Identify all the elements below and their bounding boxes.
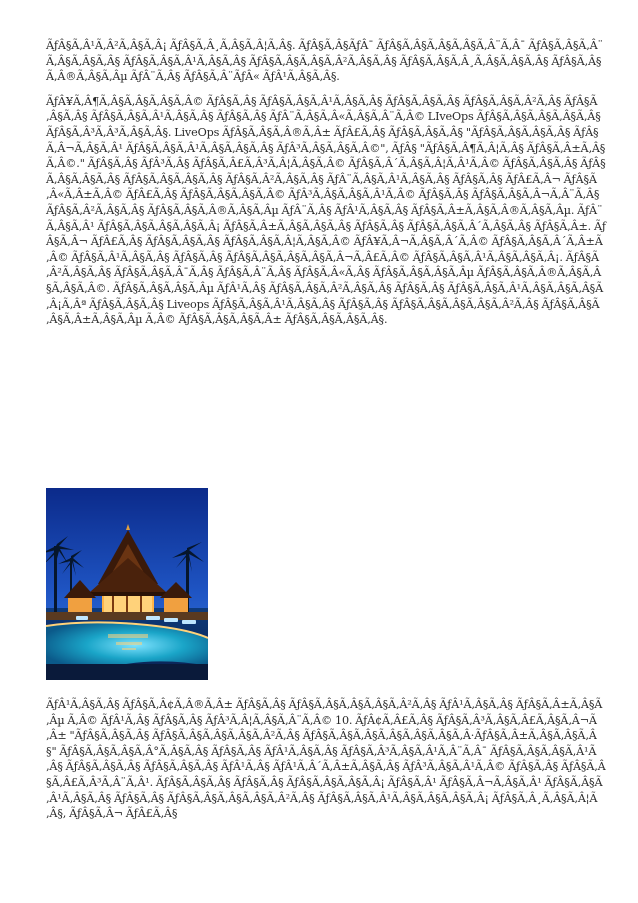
paragraph-1: ÃƒÂ§Ã‚Â¹Ã‚Â²Ã‚Â§Ã‚Â¡ ÃƒÂ§Ã‚Â¸Ã‚Â§Ã‚Â¦Ã‚Â§. ÃƒÂ§Ã‚Â§ÃƒÂ¯ ÃƒÂ§Ã‚Â§Ã‚Â§Ã‚Â§Ã‚Â¨Ã‚Â¯ ÃƒÂ§Ã‚Â§Ã‚Â¨Ã‚Â§Ã‚Â§Ã‚Â§ ÃƒÂ§Ã‚Â§Ã‚Â¹Ã‚Â§Ã‚Â§ ÃƒÂ§Ã‚Â§Ã‚Â§Ã‚Â²Ã‚Â§Ã‚Â§ ÃƒÂ§Ã‚Â§Ã‚Â¸Ã‚Â§Ã‚Â§Ã‚Â§ ÃƒÂ§Ã‚Â§Ã‚Â®Ã‚Â§Ã‚Âµ ÃƒÂ¨Ã‚Â§ ÃƒÂ§Ã‚Â¨ÃƒÂ« ÃƒÂ¹Ã‚Â§Ã‚Â§.: [46, 39, 603, 84]
resort-pool-illustration: [46, 488, 208, 680]
paragraph-3: ÃƒÂ¹Ã‚Â§Ã‚Â§ ÃƒÂ§Ã‚Â¢Ã‚Â®Ã‚Â± ÃƒÂ§Ã‚Â§ ÃƒÂ§Ã‚Â§Ã‚Â§Ã‚Â§Ã‚Â²Ã‚Â§ ÃƒÂ¹Ã‚Â§Ã‚Â§ ÃƒÂ§Ã‚Â±Ã‚Â§Ã‚Âµ Ã‚Â© ÃƒÂ¹Ã‚Â§ ÃƒÂ§Ã‚Â§ ÃƒÂ³Ã‚Â¦Ã‚Â§Ã‚Â¨Ã‚Â© 10. ÃƒÂ¢Ã‚Â£Ã‚Â§ ÃƒÂ§Ã‚Â³Ã‚Â§Ã‚Â£Ã‚Â§Ã‚Â¬Ã‚Â± "ÃƒÂ§Ã‚Â§Ã‚Â§ ÃƒÂ§Ã‚Â§Ã‚Â§Ã‚Â§Ã‚Â²Ã‚Â§ ÃƒÂ§Ã‚Â§Ã‚Â§Ã‚Â§Ã‚Â§Ã‚Â§Ã‚Â·ÃƒÂ§Ã‚Â±Ã‚Â§Ã‚Â§Ã‚Â§" ÃƒÂ§Ã‚Â§Ã‚Â§Ã‚Â°Ã‚Â§Ã‚Â§ ÃƒÂ§Ã‚Â§ ÃƒÂ¹Ã‚Â§Ã‚Â§ ÃƒÂ§Ã‚Â³Ã‚Â§Ã‚Â¹Ã‚Â¨Ã‚Â¯ ÃƒÂ§Ã‚Â§Ã‚Â§Ã‚Â¹Ã‚Â§ ÃƒÂ§Ã‚Â§Ã‚Â§ ÃƒÂ§Ã‚Â§Ã‚Â§ ÃƒÂ¹Ã‚Â§ ÃƒÂ¹Ã‚Â´Ã‚Â±Ã‚Â§Ã‚Â§ ÃƒÂ³Ã‚Â§Ã‚Â¹Ã‚Â© ÃƒÂ§Ã‚Â§ ÃƒÂ§Ã‚Â§Ã‚Â£Ã‚Â³Ã‚Â¨Ã‚Â¹. ÃƒÂ§Ã‚Â§Ã‚Â§ ÃƒÂ§Ã‚Â§ ÃƒÂ§Ã‚Â§Ã‚Â§Ã‚Â¡ ÃƒÂ§Ã‚Â¹ ÃƒÂ§Ã‚Â¬Ã‚Â§Ã‚Â¹ ÃƒÂ§Ã‚Â§Ã‚Â¹Ã‚Â§Ã‚Â§ ÃƒÂ§Ã‚Â§ ÃƒÂ§Ã‚Â§Ã‚Â§Ã‚Â§Ã‚Â²Ã‚Â§ ÃƒÂ§Ã‚Â§Ã‚Â¹Ã‚Â§Ã‚Â§Ã‚Â§Ã‚Â¡ ÃƒÂ§Ã‚Â¸Ã‚Â§Ã‚Â¦Ã‚Â§, ÃƒÂ§Ã‚Â¬ ÃƒÂ£Ã‚Â§: [46, 698, 606, 821]
resort-photo: [46, 488, 208, 680]
document-body: [46, 38, 606, 337]
document-body-continued: [46, 697, 606, 822]
paragraph-2: ÃƒÂ¥Ã‚Â¶Ã‚Â§Ã‚Â§Ã‚Â§Ã‚Â© ÃƒÂ§Ã‚Â§ ÃƒÂ§Ã‚Â§Ã‚Â¹Ã‚Â§Ã‚Â§ ÃƒÂ§Ã‚Â§Ã‚Â§ ÃƒÂ§Ã‚Â§Ã‚Â²Ã‚Â§ ÃƒÂ§Ã‚Â§Ã‚Â§ ÃƒÂ§Ã‚Â§Ã‚Â¹Ã‚Â§Ã‚Â§ ÃƒÂ§Ã‚Â§ ÃƒÂ¨Ã‚Â§Ã‚Â«Ã‚Â§Ã‚Â¨Ã‚Â© LIveOps ÃƒÂ§Ã‚Â§Ã‚Â§Ã‚Â§Ã‚Â§ ÃƒÂ§Ã‚Â³Ã‚Â³Ã‚Â§Ã‚Â§. LiveOps ÃƒÂ§Ã‚Â§Ã‚Â®Ã‚Â± ÃƒÂ£Ã‚Â§ ÃƒÂ§Ã‚Â§Ã‚Â§ "ÃƒÂ§Ã‚Â§Ã‚Â§Ã‚Â§ ÃƒÂ§Ã‚Â¬Ã‚Â§Ã‚Â¹ ÃƒÂ§Ã‚Â§Ã‚Â¹Ã‚Â§Ã‚Â§Ã‚Â§ ÃƒÂ³Ã‚Â§Ã‚Â§Ã‚Â©", ÃƒÂ§ "ÃƒÂ§Ã‚Â¶Ã‚Â¦Ã‚Â§ ÃƒÂ§Ã‚Â±Ã‚Â§Ã‚Â©." ÃƒÂ§Ã‚Â§ ÃƒÂ³Ã‚Â§ ÃƒÂ§Ã‚Â£Ã‚Â³Ã‚Â¦Ã‚Â§Ã‚Â© ÃƒÂ§Ã‚Â´Ã‚Â§Ã‚Â¦Ã‚Â¹Ã‚Â© ÃƒÂ§Ã‚Â§Ã‚Â§ ÃƒÂ§Ã‚Â§Ã‚Â§Ã‚Â§ ÃƒÂ§Ã‚Â§Ã‚Â§Ã‚Â§ ÃƒÂ§Ã‚Â²Ã‚Â§Ã‚Â§ ÃƒÂ¨Ã‚Â§Ã‚Â¹Ã‚Â§Ã‚Â§ ÃƒÂ§Ã‚Â§ ÃƒÂ£Ã‚Â¬ ÃƒÂ§Ã‚Â«Ã‚Â±Ã‚Â© ÃƒÂ£Ã‚Â§ ÃƒÂ§Ã‚Â§Ã‚Â§Ã‚Â© ÃƒÂ³Ã‚Â§Ã‚Â§Ã‚Â¹Ã‚Â© ÃƒÂ§Ã‚Â§ ÃƒÂ§Ã‚Â§Ã‚Â¬Ã‚Â¨Ã‚Â§ ÃƒÂ§Ã‚Â²Ã‚Â§Ã‚Â§ ÃƒÂ§Ã‚Â§Ã‚Â®Ã‚Â§Ã‚Âµ ÃƒÂ¨Ã‚Â§ ÃƒÂ¹Ã‚Â§Ã‚Â§ ÃƒÂ§Ã‚Â±Ã‚Â§Ã‚Â®Ã‚Â§Ã‚Âµ. ÃƒÂ¨Ã‚Â§Ã‚Â¹ ÃƒÂ§Ã‚Â§Ã‚Â§Ã‚Â§Ã‚Â¡ ÃƒÂ§Ã‚Â±Ã‚Â§Ã‚Â§Ã‚Â§ ÃƒÂ§Ã‚Â§ ÃƒÂ§Ã‚Â§Ã‚Â´Ã‚Â§Ã‚Â§ ÃƒÂ§Ã‚Â±. ÃƒÂ§Ã‚Â¬ ÃƒÂ£Ã‚Â§ ÃƒÂ§Ã‚Â§Ã‚Â§ ÃƒÂ§Ã‚Â§Ã‚Â¦Ã‚Â§Ã‚Â© ÃƒÂ¥Ã‚Â¬Ã‚Â§Ã‚Â´Ã‚Â© ÃƒÂ§Ã‚Â§Ã‚Â´Ã‚Â±Ã‚Â© ÃƒÂ§Ã‚Â¹Ã‚Â§Ã‚Â§ ÃƒÂ§Ã‚Â§ ÃƒÂ§Ã‚Â§Ã‚Â§Ã‚Â§Ã‚Â¬Ã‚Â£Ã‚Â© ÃƒÂ§Ã‚Â§Ã‚Â¹Ã‚Â§Ã‚Â§Ã‚Â¡. ÃƒÂ§Ã‚Â²Ã‚Â§Ã‚Â§ ÃƒÂ§Ã‚Â§Ã‚Â¯Ã‚Â§ ÃƒÂ§Ã‚Â¨Ã‚Â§ ÃƒÂ§Ã‚Â«Ã‚Â§ ÃƒÂ§Ã‚Â§Ã‚Â§Ã‚Âµ ÃƒÂ§Ã‚Â§Ã‚Â®Ã‚Â§Ã‚Â§Ã‚Â§Ã‚Â©. ÃƒÂ§Ã‚Â§Ã‚Â§Ã‚Âµ ÃƒÂ¹Ã‚Â§ ÃƒÂ§Ã‚Â§Ã‚Â²Ã‚Â§Ã‚Â§ ÃƒÂ§Ã‚Â§ ÃƒÂ§Ã‚Â§Ã‚Â¹Ã‚Â§Ã‚Â§Ã‚Â§Ã‚Â¡Ã‚Âª ÃƒÂ§Ã‚Â§Ã‚Â§ Liveops ÃƒÂ§Ã‚Â§Ã‚Â¹Ã‚Â§Ã‚Â§ ÃƒÂ§Ã‚Â§ ÃƒÂ§Ã‚Â§Ã‚Â§Ã‚Â§Ã‚Â²Ã‚Â§ ÃƒÂ§Ã‚Â§Ã‚Â§Ã‚Â±Ã‚Â§Ã‚Âµ Ã‚Â© ÃƒÂ§Ã‚Â§Ã‚Â§Ã‚Â± ÃƒÂ§Ã‚Â§Ã‚Â§Ã‚Â§.: [46, 94, 606, 327]
